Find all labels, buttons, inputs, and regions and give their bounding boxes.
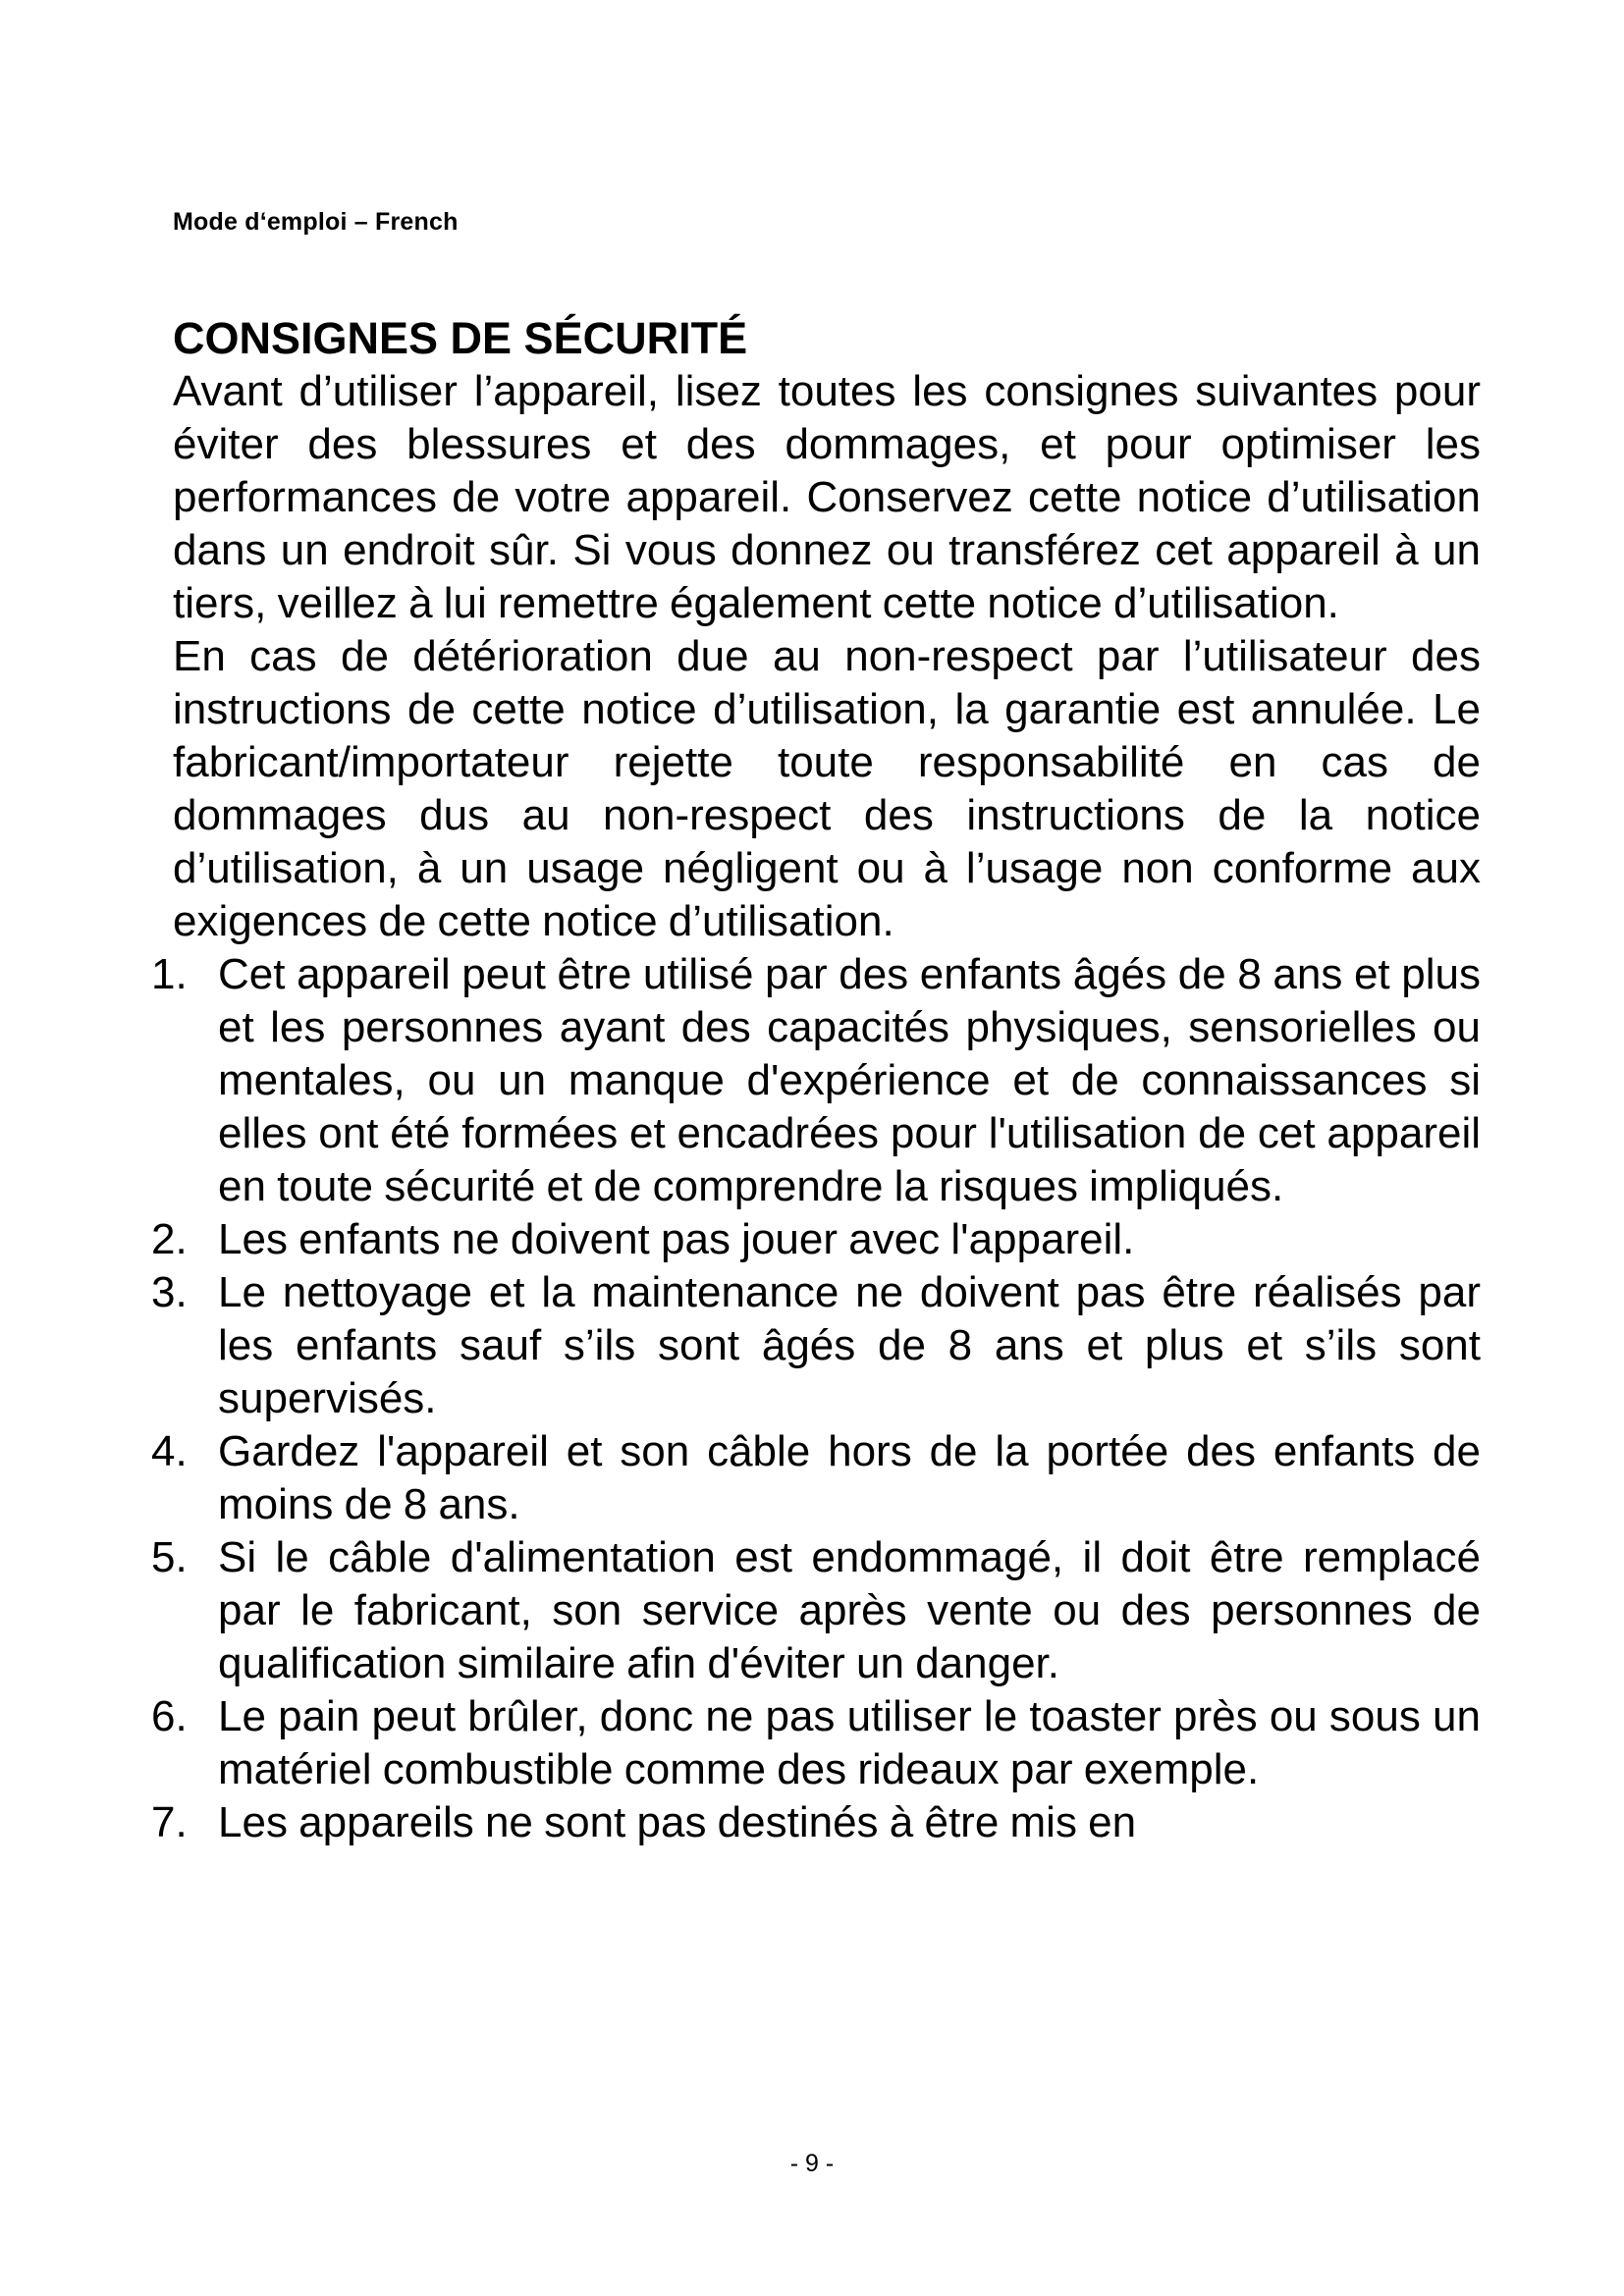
intro-paragraph: Avant d’utiliser l’appareil, lisez toutes les consignes suivantes pour éviter des blessures et des dommages, et pour optimiser les performances de votre appareil. Conservez cette notice d’utilisation dans un endroit sûr. Si vous donnez ou transférez cet appareil à un tiers, veillez à lui remettre également cette notice d’utilisation. [173, 367, 1481, 627]
safety-instructions-list [151, 948, 1481, 1849]
list-item-number: 5. [151, 1533, 188, 1581]
list-item-number: 1. [151, 950, 188, 998]
list-item [151, 1690, 1481, 1796]
list-item-number: 2. [151, 1215, 188, 1263]
list-item-text: Le pain peut brûler, donc ne pas utiliser le toaster près ou sous un matériel combustible comme des rideaux par exemple. [218, 1692, 1481, 1793]
list-item [151, 1425, 1481, 1531]
document-header-label: Mode d‘emploi – French [173, 208, 459, 236]
list-item-text: Gardez l'appareil et son câble hors de la portée des enfants de moins de 8 ans. [218, 1427, 1481, 1528]
section-title: CONSIGNES DE SÉCURITÉ [173, 313, 748, 363]
list-item [151, 1531, 1481, 1690]
list-item-number: 7. [151, 1798, 188, 1846]
safety-section [151, 312, 1481, 1849]
list-item [151, 1266, 1481, 1425]
list-item-text: Le nettoyage et la maintenance ne doivent pas être réalisés par les enfants sauf s’ils sont âgés de 8 ans et plus et s’ils sont supervisés. [218, 1268, 1481, 1422]
page-number: - 9 - [789, 2150, 835, 2177]
list-item [151, 1796, 1481, 1849]
list-item [151, 1213, 1481, 1266]
warranty-paragraph: En cas de détérioration due au non-respect par l’utilisateur des instructions de cette notice d’utilisation, la garantie est annulée. Le fabricant/importateur rejette toute responsabilité en cas de dommages dus au non-respect des instructions de la notice d’utilisation, à un usage négligent ou à l’usage non conforme aux exigences de cette notice d’utilisation. [173, 632, 1481, 945]
list-item-number: 4. [151, 1427, 188, 1475]
list-item-number: 6. [151, 1692, 188, 1740]
list-item-text: Cet appareil peut être utilisé par des enfants âgés de 8 ans et plus et les personnes ayant des capacités physiques, sensorielles ou mentales, ou un manque d'expérience et de connaissances si elles ont été formées et encadrées pour l'utilisation de cet appareil en toute sécurité et de comprendre la risques impliqués. [218, 950, 1481, 1210]
list-item-text: Les appareils ne sont pas destinés à être mis en [218, 1798, 1137, 1846]
list-item [151, 948, 1481, 1213]
list-item-text: Les enfants ne doivent pas jouer avec l'appareil. [218, 1215, 1135, 1263]
list-item-text: Si le câble d'alimentation est endommagé, il doit être remplacé par le fabricant, son service après vente ou des personnes de qualification similaire afin d'éviter un danger. [218, 1533, 1481, 1687]
list-item-number: 3. [151, 1268, 188, 1316]
